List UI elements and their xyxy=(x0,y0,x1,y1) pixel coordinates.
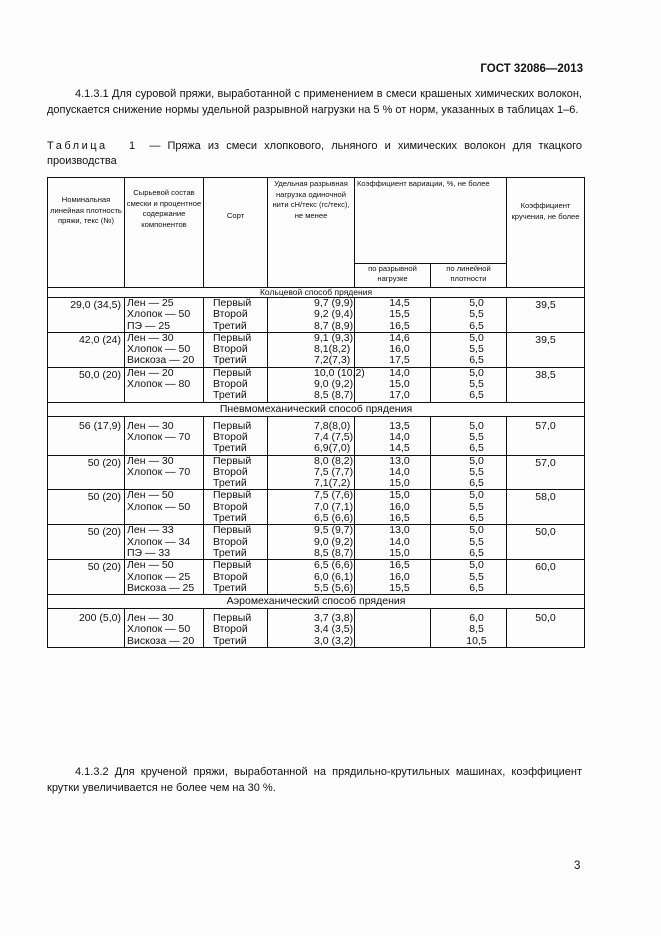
cv-density-line: 6,5 xyxy=(469,581,484,594)
load-line: 9,5 (9,7) xyxy=(314,524,354,537)
table-row xyxy=(48,560,585,595)
load-line: 7,5 (7,7) xyxy=(314,465,354,478)
load-cell xyxy=(268,609,355,648)
twist-cell: 39,5 xyxy=(507,298,585,333)
density-cell: 50 (20) xyxy=(48,560,125,595)
grade-line: Первый xyxy=(213,559,252,572)
cv-load-line: 16,0 xyxy=(389,343,410,356)
header-cv: Коэффициент вариации, %, не более xyxy=(355,178,507,264)
composition-line: Лен — 30 xyxy=(127,331,174,344)
load-line: 8,0 (8,2) xyxy=(314,454,354,467)
composition-line: Лен — 33 xyxy=(127,524,174,537)
cv-load-line: 15,5 xyxy=(389,581,410,594)
density-cell: 42,0 (24) xyxy=(48,332,125,367)
composition-line: Вискоза — 25 xyxy=(127,581,195,594)
composition-line: Хлопок — 70 xyxy=(127,430,191,443)
composition-line: Хлопок — 70 xyxy=(127,465,191,478)
table-caption-text: — Пряжа из смеси хлопкового, льняного и химических волокон для ткацкого производства xyxy=(47,140,582,167)
paragraph-4-1-3-1: 4.1.3.1 Для суровой пряжи, выработанной с применением в смеси крашеных химических волокон, допускается снижение нормы удельной разрывной нагрузки на 5 % от норм, указанных в таблицах 1–6. xyxy=(47,88,582,116)
grade-cell xyxy=(204,298,268,333)
cv-density-line: 5,5 xyxy=(469,378,484,391)
cv-density-line: 5,5 xyxy=(469,308,484,321)
twist-cell: 39,5 xyxy=(507,332,585,367)
cv-density-line: 5,5 xyxy=(469,465,484,478)
header-grade: Сорт xyxy=(204,178,268,288)
grade-line: Третий xyxy=(213,442,247,455)
table-row xyxy=(48,490,585,525)
load-line: 9,0 (9,2) xyxy=(314,535,354,548)
grade-line: Третий xyxy=(213,354,247,367)
cv-density-cell xyxy=(431,367,507,402)
load-cell xyxy=(268,560,355,595)
cv-load-line: 15,0 xyxy=(389,378,410,391)
composition-line: Лен — 30 xyxy=(127,612,174,625)
composition-cell xyxy=(125,560,204,595)
density-cell: 50 (20) xyxy=(48,525,125,560)
cv-load-cell xyxy=(355,560,431,595)
header-density: Номинальная линейная плотность пряжи, текс (№) xyxy=(48,178,125,288)
cv-density-line: 5,0 xyxy=(469,524,484,537)
load-line: 9,2 (9,4) xyxy=(314,308,354,321)
twist-cell: 50,0 xyxy=(507,609,585,648)
grade-line: Второй xyxy=(213,308,248,321)
cv-load-line: 13,0 xyxy=(389,524,410,537)
composition-line: Хлопок — 50 xyxy=(127,343,191,356)
composition-cell xyxy=(125,455,204,490)
density-cell: 29,0 (34,5) xyxy=(48,298,125,333)
composition-cell xyxy=(125,367,204,402)
cv-load-cell xyxy=(355,416,431,455)
table-caption-number: 1 xyxy=(128,140,136,152)
table-row xyxy=(48,367,585,402)
grade-line: Второй xyxy=(213,378,248,391)
cv-load-line: 16,5 xyxy=(389,559,410,572)
load-line: 10,0 (10,2) xyxy=(314,366,365,379)
load-cell xyxy=(268,298,355,333)
grade-line: Второй xyxy=(213,500,248,513)
grade-line: Третий xyxy=(213,634,247,647)
composition-line: Лен — 50 xyxy=(127,489,174,502)
section-title: Аэромеханический способ прядения xyxy=(48,595,585,609)
cv-density-line: 5,0 xyxy=(469,297,484,309)
grade-line: Первый xyxy=(213,489,252,502)
cv-load-line: 17,0 xyxy=(389,389,410,402)
grade-line: Первый xyxy=(213,366,252,379)
load-line: 8,7 (8,9) xyxy=(314,319,354,332)
load-cell xyxy=(268,366,365,402)
composition-line: Хлопок — 50 xyxy=(127,623,191,636)
twist-cell: 58,0 xyxy=(507,490,585,525)
twist-cell: 57,0 xyxy=(507,416,585,455)
cv-density-cell xyxy=(431,560,507,595)
load-line: 8,5 (8,7) xyxy=(314,389,354,402)
grade-cell xyxy=(204,367,268,402)
header-load: Удельная разрывная нагрузка одиночной нити сН/текс (гс/текс), не менее xyxy=(268,178,355,288)
density-cell: 50,0 (20) xyxy=(48,367,125,402)
cv-load-line: 13,0 xyxy=(389,454,410,467)
cv-load-line: 13,5 xyxy=(389,419,410,432)
cv-density-line: 6,5 xyxy=(469,442,484,455)
page-number: 3 xyxy=(574,860,581,872)
cv-load-cell xyxy=(355,455,431,490)
twist-cell: 50,0 xyxy=(507,525,585,560)
cv-density-line: 5,0 xyxy=(469,559,484,572)
composition-line: Хлопок — 25 xyxy=(127,570,191,583)
load-line: 3,0 (3,2) xyxy=(314,634,354,647)
load-line: 9,0 (9,2) xyxy=(314,378,354,391)
load-line: 7,4 (7,5) xyxy=(314,430,354,443)
grade-cell xyxy=(204,416,268,455)
cv-load-cell xyxy=(355,298,431,333)
load-line: 9,7 (9,9) xyxy=(314,297,354,309)
cv-load-line: 14,0 xyxy=(389,535,410,548)
cv-load-line: 14,5 xyxy=(389,442,410,455)
grade-line: Третий xyxy=(213,546,247,559)
cv-load-cell xyxy=(355,367,431,402)
cv-load-line: 14,0 xyxy=(389,366,410,379)
load-line: 7,0 (7,1) xyxy=(314,500,354,513)
cv-density-cell xyxy=(431,332,507,367)
composition-line: Вискоза — 20 xyxy=(127,634,195,647)
header-cv-density: по линейной плотности xyxy=(431,263,507,287)
cv-load-line: 15,0 xyxy=(389,489,410,502)
cv-density-line: 5,0 xyxy=(469,489,484,502)
load-cell xyxy=(268,416,355,455)
standard-designation: ГОСТ 32086—2013 xyxy=(480,63,583,75)
cv-density-line: 6,5 xyxy=(469,319,484,332)
composition-line: Хлопок — 50 xyxy=(127,500,191,513)
load-line: 8,5 (8,7) xyxy=(314,546,354,559)
load-line: 6,5 (6,6) xyxy=(314,559,354,572)
section-row xyxy=(48,402,585,416)
load-cell xyxy=(268,490,355,525)
cv-load-line: 16,0 xyxy=(389,570,410,583)
cv-density-cell xyxy=(431,455,507,490)
header-composition: Сырьевой состав смески и процентное содержание компонентов xyxy=(125,178,204,288)
grade-line: Второй xyxy=(213,465,248,478)
table-row xyxy=(48,298,585,333)
cv-density-line: 5,5 xyxy=(469,500,484,513)
grade-line: Первый xyxy=(213,297,252,309)
composition-cell xyxy=(125,416,204,455)
cv-load-cell xyxy=(355,490,431,525)
cv-density-line: 5,5 xyxy=(469,343,484,356)
cv-density-line: 5,0 xyxy=(469,366,484,379)
composition-cell xyxy=(125,525,204,560)
composition-cell xyxy=(125,298,204,333)
composition-line: Лен — 30 xyxy=(127,454,174,467)
load-cell xyxy=(268,455,355,490)
cv-density-line: 8,5 xyxy=(469,623,484,636)
grade-line: Третий xyxy=(213,477,247,490)
density-cell: 56 (17,9) xyxy=(48,416,125,455)
grade-line: Третий xyxy=(213,512,247,525)
composition-cell xyxy=(125,332,204,367)
density-cell: 50 (20) xyxy=(48,490,125,525)
cv-density-line: 5,0 xyxy=(469,454,484,467)
grade-line: Третий xyxy=(213,581,247,594)
grade-line: Первый xyxy=(213,454,252,467)
density-cell: 200 (5,0) xyxy=(48,609,125,648)
cv-load-line: 14,0 xyxy=(389,465,410,478)
cv-load-line: 15,0 xyxy=(389,546,410,559)
load-line: 7,8(8,0) xyxy=(314,419,351,432)
grade-cell xyxy=(204,560,268,595)
yarn-table xyxy=(47,177,585,648)
cv-load-line: 15,0 xyxy=(389,477,410,490)
section-row xyxy=(48,288,585,298)
cv-density-line: 10,5 xyxy=(466,634,487,647)
load-line: 6,9(7,0) xyxy=(314,442,351,455)
load-line: 6,0 (6,1) xyxy=(314,570,354,583)
cv-load-cell xyxy=(355,609,431,648)
table-row xyxy=(48,416,585,455)
twist-cell: 60,0 xyxy=(507,560,585,595)
cv-density-line: 5,0 xyxy=(469,331,484,344)
twist-cell: 57,0 xyxy=(507,455,585,490)
grade-line: Второй xyxy=(213,430,248,443)
table-row xyxy=(48,332,585,367)
table-caption-label: Таблица xyxy=(47,140,108,152)
cv-density-cell xyxy=(431,298,507,333)
grade-line: Второй xyxy=(213,623,248,636)
composition-line: ПЭ — 25 xyxy=(127,319,171,332)
paragraph-4-1-3-2: 4.1.3.2 Для крученой пряжи, выработанной на прядильно-крутильных машинах, коэффициент крутки увеличивается не более чем на 30 %. xyxy=(47,766,582,794)
grade-cell xyxy=(204,332,268,367)
cv-load-cell xyxy=(355,332,431,367)
cv-density-line: 6,5 xyxy=(469,512,484,525)
composition-line: Хлопок — 80 xyxy=(127,378,191,391)
cv-density-line: 5,5 xyxy=(469,430,484,443)
load-line: 3,4 (3,5) xyxy=(314,623,354,636)
grade-line: Первый xyxy=(213,524,252,537)
section-row xyxy=(48,595,585,609)
grade-line: Второй xyxy=(213,343,248,356)
cv-load-line: 14,6 xyxy=(389,331,410,344)
load-line: 8,1(8,2) xyxy=(314,343,351,356)
cv-density-cell xyxy=(431,490,507,525)
cv-load-line: 14,0 xyxy=(389,430,410,443)
load-line: 7,2(7,3) xyxy=(314,354,351,367)
table-row xyxy=(48,525,585,560)
grade-cell xyxy=(204,455,268,490)
grade-line: Первый xyxy=(213,612,252,625)
grade-cell xyxy=(204,609,268,648)
cv-density-line: 6,5 xyxy=(469,389,484,402)
cv-density-line: 5,0 xyxy=(469,419,484,432)
header-twist: Коэффициент кручения, не более xyxy=(507,178,585,288)
cv-load-line: 16,5 xyxy=(389,512,410,525)
composition-line: Вискоза — 20 xyxy=(127,354,195,367)
cv-density-line: 6,5 xyxy=(469,354,484,367)
composition-cell xyxy=(125,609,204,648)
composition-line: Лен — 50 xyxy=(127,559,174,572)
grade-line: Второй xyxy=(213,570,248,583)
cv-density-cell xyxy=(431,525,507,560)
grade-cell xyxy=(204,525,268,560)
composition-line: Хлопок — 50 xyxy=(127,308,191,321)
grade-line: Второй xyxy=(213,535,248,548)
composition-cell xyxy=(125,490,204,525)
composition-line: Лен — 20 xyxy=(127,366,174,379)
cv-density-cell xyxy=(431,416,507,455)
composition-line: Лен — 25 xyxy=(127,297,174,309)
twist-cell: 38,5 xyxy=(507,367,585,402)
composition-line: Хлопок — 34 xyxy=(127,535,191,548)
load-line: 3,7 (3,8) xyxy=(314,612,354,625)
grade-line: Первый xyxy=(213,419,252,432)
load-line: 7,1(7,2) xyxy=(314,477,351,490)
cv-density-line: 5,5 xyxy=(469,570,484,583)
composition-line: Лен — 30 xyxy=(127,419,174,432)
cv-load-line: 14,5 xyxy=(389,297,410,309)
grade-cell xyxy=(204,490,268,525)
section-title: Пневмомеханический способ прядения xyxy=(48,402,585,416)
cv-load-line: 16,5 xyxy=(389,319,410,332)
table-caption xyxy=(47,139,582,169)
table-row xyxy=(48,609,585,648)
cv-load-line: 15,5 xyxy=(389,308,410,321)
cv-load-line: 17,5 xyxy=(389,354,410,367)
grade-line: Третий xyxy=(213,389,247,402)
cv-density-line: 6,5 xyxy=(469,477,484,490)
cv-density-line: 5,5 xyxy=(469,535,484,548)
load-line: 9,1 (9,3) xyxy=(314,331,354,344)
load-cell xyxy=(268,332,355,367)
cv-density-line: 6,5 xyxy=(469,546,484,559)
grade-line: Первый xyxy=(213,331,252,344)
header-cv-load: по разрывной нагрузке xyxy=(355,263,431,287)
composition-line: ПЭ — 33 xyxy=(127,546,171,559)
cv-load-cell xyxy=(355,525,431,560)
section-title: Кольцевой способ прядения xyxy=(48,288,585,298)
grade-line: Третий xyxy=(213,319,247,332)
load-line: 7,5 (7,6) xyxy=(314,489,354,502)
load-cell xyxy=(268,525,355,560)
cv-density-line: 6,0 xyxy=(469,612,484,625)
load-line: 5,5 (5,6) xyxy=(314,581,354,594)
table-row xyxy=(48,455,585,490)
density-cell: 50 (20) xyxy=(48,455,125,490)
table-body xyxy=(48,288,585,648)
cv-load-line: 16,0 xyxy=(389,500,410,513)
load-line: 6,5 (6,6) xyxy=(314,512,354,525)
cv-density-cell xyxy=(431,609,507,648)
